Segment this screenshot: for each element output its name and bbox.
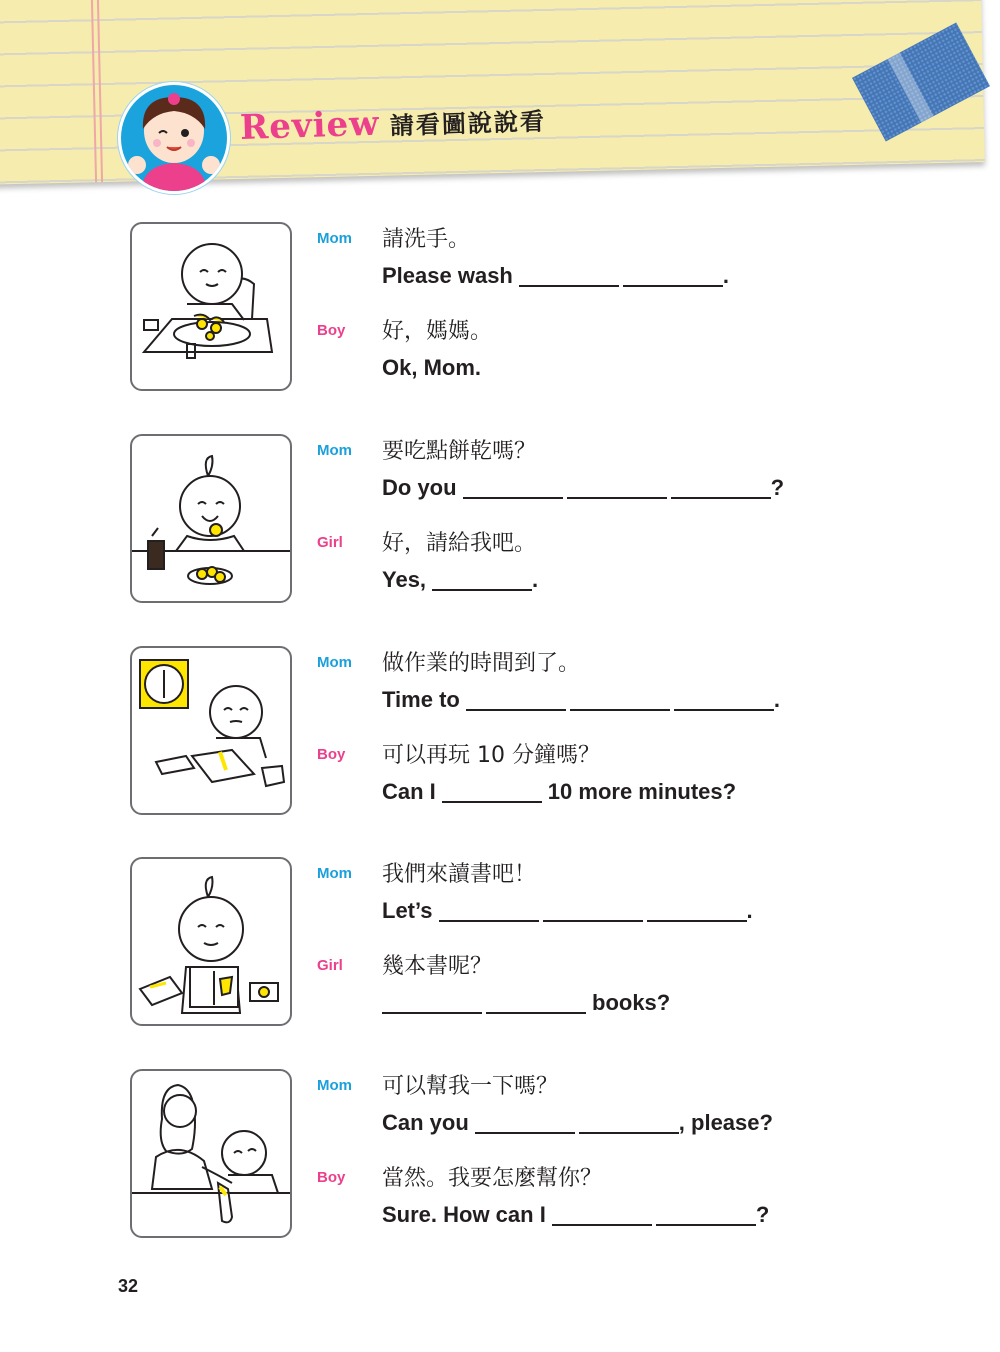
answer-blank[interactable] bbox=[567, 496, 667, 499]
answer-blank[interactable] bbox=[647, 919, 747, 922]
chinese-sentence: 好，請給我吧。 bbox=[382, 531, 537, 556]
speaker-label: Boy bbox=[317, 322, 346, 339]
title-instruction: 請看圖說說看 bbox=[389, 107, 547, 141]
english-text-before: Time to bbox=[382, 687, 460, 712]
chinese-sentence: 做作業的時間到了。 bbox=[382, 651, 581, 676]
boy-doing-homework-icon bbox=[132, 648, 290, 813]
dialogue-item bbox=[0, 222, 1000, 392]
answer-blank[interactable] bbox=[442, 800, 542, 803]
girl-eating-cookies-icon bbox=[132, 436, 290, 601]
english-text-before: Let’s bbox=[382, 898, 433, 923]
english-text-after: . bbox=[722, 263, 729, 288]
english-text-after: 10 more minutes? bbox=[547, 779, 737, 804]
english-sentence bbox=[382, 898, 753, 924]
dialogue-item bbox=[0, 434, 1000, 604]
answer-blank[interactable] bbox=[466, 708, 566, 711]
answer-blank[interactable] bbox=[552, 1223, 652, 1226]
speaker-label: Boy bbox=[317, 746, 346, 763]
chinese-sentence: 我們來讀書吧！ bbox=[382, 862, 537, 887]
girl-avatar-icon bbox=[118, 82, 230, 194]
english-text-before: Can you bbox=[382, 1110, 469, 1135]
title-review: Review bbox=[239, 103, 381, 148]
english-text-after: ? bbox=[755, 1202, 770, 1227]
english-text-before: Ok, Mom. bbox=[382, 355, 482, 380]
english-text-after: . bbox=[773, 687, 780, 712]
answer-blank[interactable] bbox=[432, 588, 532, 591]
scene-illustration bbox=[130, 646, 292, 815]
answer-blank[interactable] bbox=[475, 1131, 575, 1134]
english-text-after: books? bbox=[592, 990, 671, 1015]
speaker-label: Mom bbox=[317, 1077, 352, 1094]
english-text-before: Please wash bbox=[382, 263, 513, 288]
answer-blank[interactable] bbox=[382, 1011, 482, 1014]
english-text-before: Yes, bbox=[382, 567, 427, 592]
answer-blank[interactable] bbox=[656, 1223, 756, 1226]
dialogue-item bbox=[0, 857, 1000, 1027]
english-text-after: . bbox=[532, 567, 539, 592]
answer-blank[interactable] bbox=[570, 708, 670, 711]
dialogue-item bbox=[0, 646, 1000, 816]
scene-illustration bbox=[130, 222, 292, 391]
chinese-sentence: 可以幫我一下嗎？ bbox=[382, 1074, 559, 1099]
english-sentence bbox=[382, 567, 538, 593]
paper-margin-line bbox=[90, 0, 97, 182]
chinese-sentence: 好，媽媽。 bbox=[382, 319, 493, 344]
speaker-label: Mom bbox=[317, 230, 352, 247]
english-sentence bbox=[382, 687, 780, 713]
chinese-sentence: 要吃點餅乾嗎？ bbox=[382, 439, 537, 464]
english-sentence bbox=[382, 263, 729, 289]
english-sentence bbox=[382, 355, 481, 381]
scene-illustration bbox=[130, 1069, 292, 1238]
speaker-label: Girl bbox=[317, 957, 343, 974]
english-text-before: Can I bbox=[382, 779, 436, 804]
speaker-label: Mom bbox=[317, 442, 352, 459]
scene-illustration bbox=[130, 434, 292, 603]
english-sentence bbox=[382, 779, 736, 805]
english-sentence bbox=[382, 990, 670, 1016]
speaker-label: Girl bbox=[317, 534, 343, 551]
chinese-sentence: 請洗手。 bbox=[382, 227, 471, 252]
answer-blank[interactable] bbox=[674, 708, 774, 711]
page-number: 32 bbox=[118, 1276, 139, 1296]
speaker-label: Boy bbox=[317, 1169, 346, 1186]
english-sentence bbox=[382, 1202, 769, 1228]
girl-reading-book-icon bbox=[132, 859, 290, 1024]
answer-blank[interactable] bbox=[671, 496, 771, 499]
chinese-sentence: 幾本書呢？ bbox=[382, 954, 493, 979]
answer-blank[interactable] bbox=[519, 284, 619, 287]
scene-illustration bbox=[130, 857, 292, 1026]
answer-blank[interactable] bbox=[623, 284, 723, 287]
english-sentence bbox=[382, 475, 784, 501]
english-text-before: Do you bbox=[382, 475, 457, 500]
english-text-after: . bbox=[746, 898, 753, 923]
boy-washing-hands-icon bbox=[132, 224, 290, 389]
mother-helping-boy-icon bbox=[132, 1071, 290, 1236]
chinese-sentence: 當然。我要怎麼幫你？ bbox=[382, 1166, 603, 1191]
english-text-after: , please? bbox=[678, 1110, 773, 1135]
chinese-sentence: 可以再玩 10 分鐘嗎？ bbox=[382, 743, 600, 768]
dialogue-item bbox=[0, 1069, 1000, 1239]
paper-margin-line bbox=[96, 0, 103, 182]
english-sentence bbox=[382, 1110, 773, 1136]
speaker-label: Mom bbox=[317, 654, 352, 671]
answer-blank[interactable] bbox=[579, 1131, 679, 1134]
answer-blank[interactable] bbox=[463, 496, 563, 499]
speaker-label: Mom bbox=[317, 865, 352, 882]
answer-blank[interactable] bbox=[439, 919, 539, 922]
english-text-after: ? bbox=[770, 475, 785, 500]
english-text-before: Sure. How can I bbox=[382, 1202, 546, 1227]
answer-blank[interactable] bbox=[486, 1011, 586, 1014]
answer-blank[interactable] bbox=[543, 919, 643, 922]
